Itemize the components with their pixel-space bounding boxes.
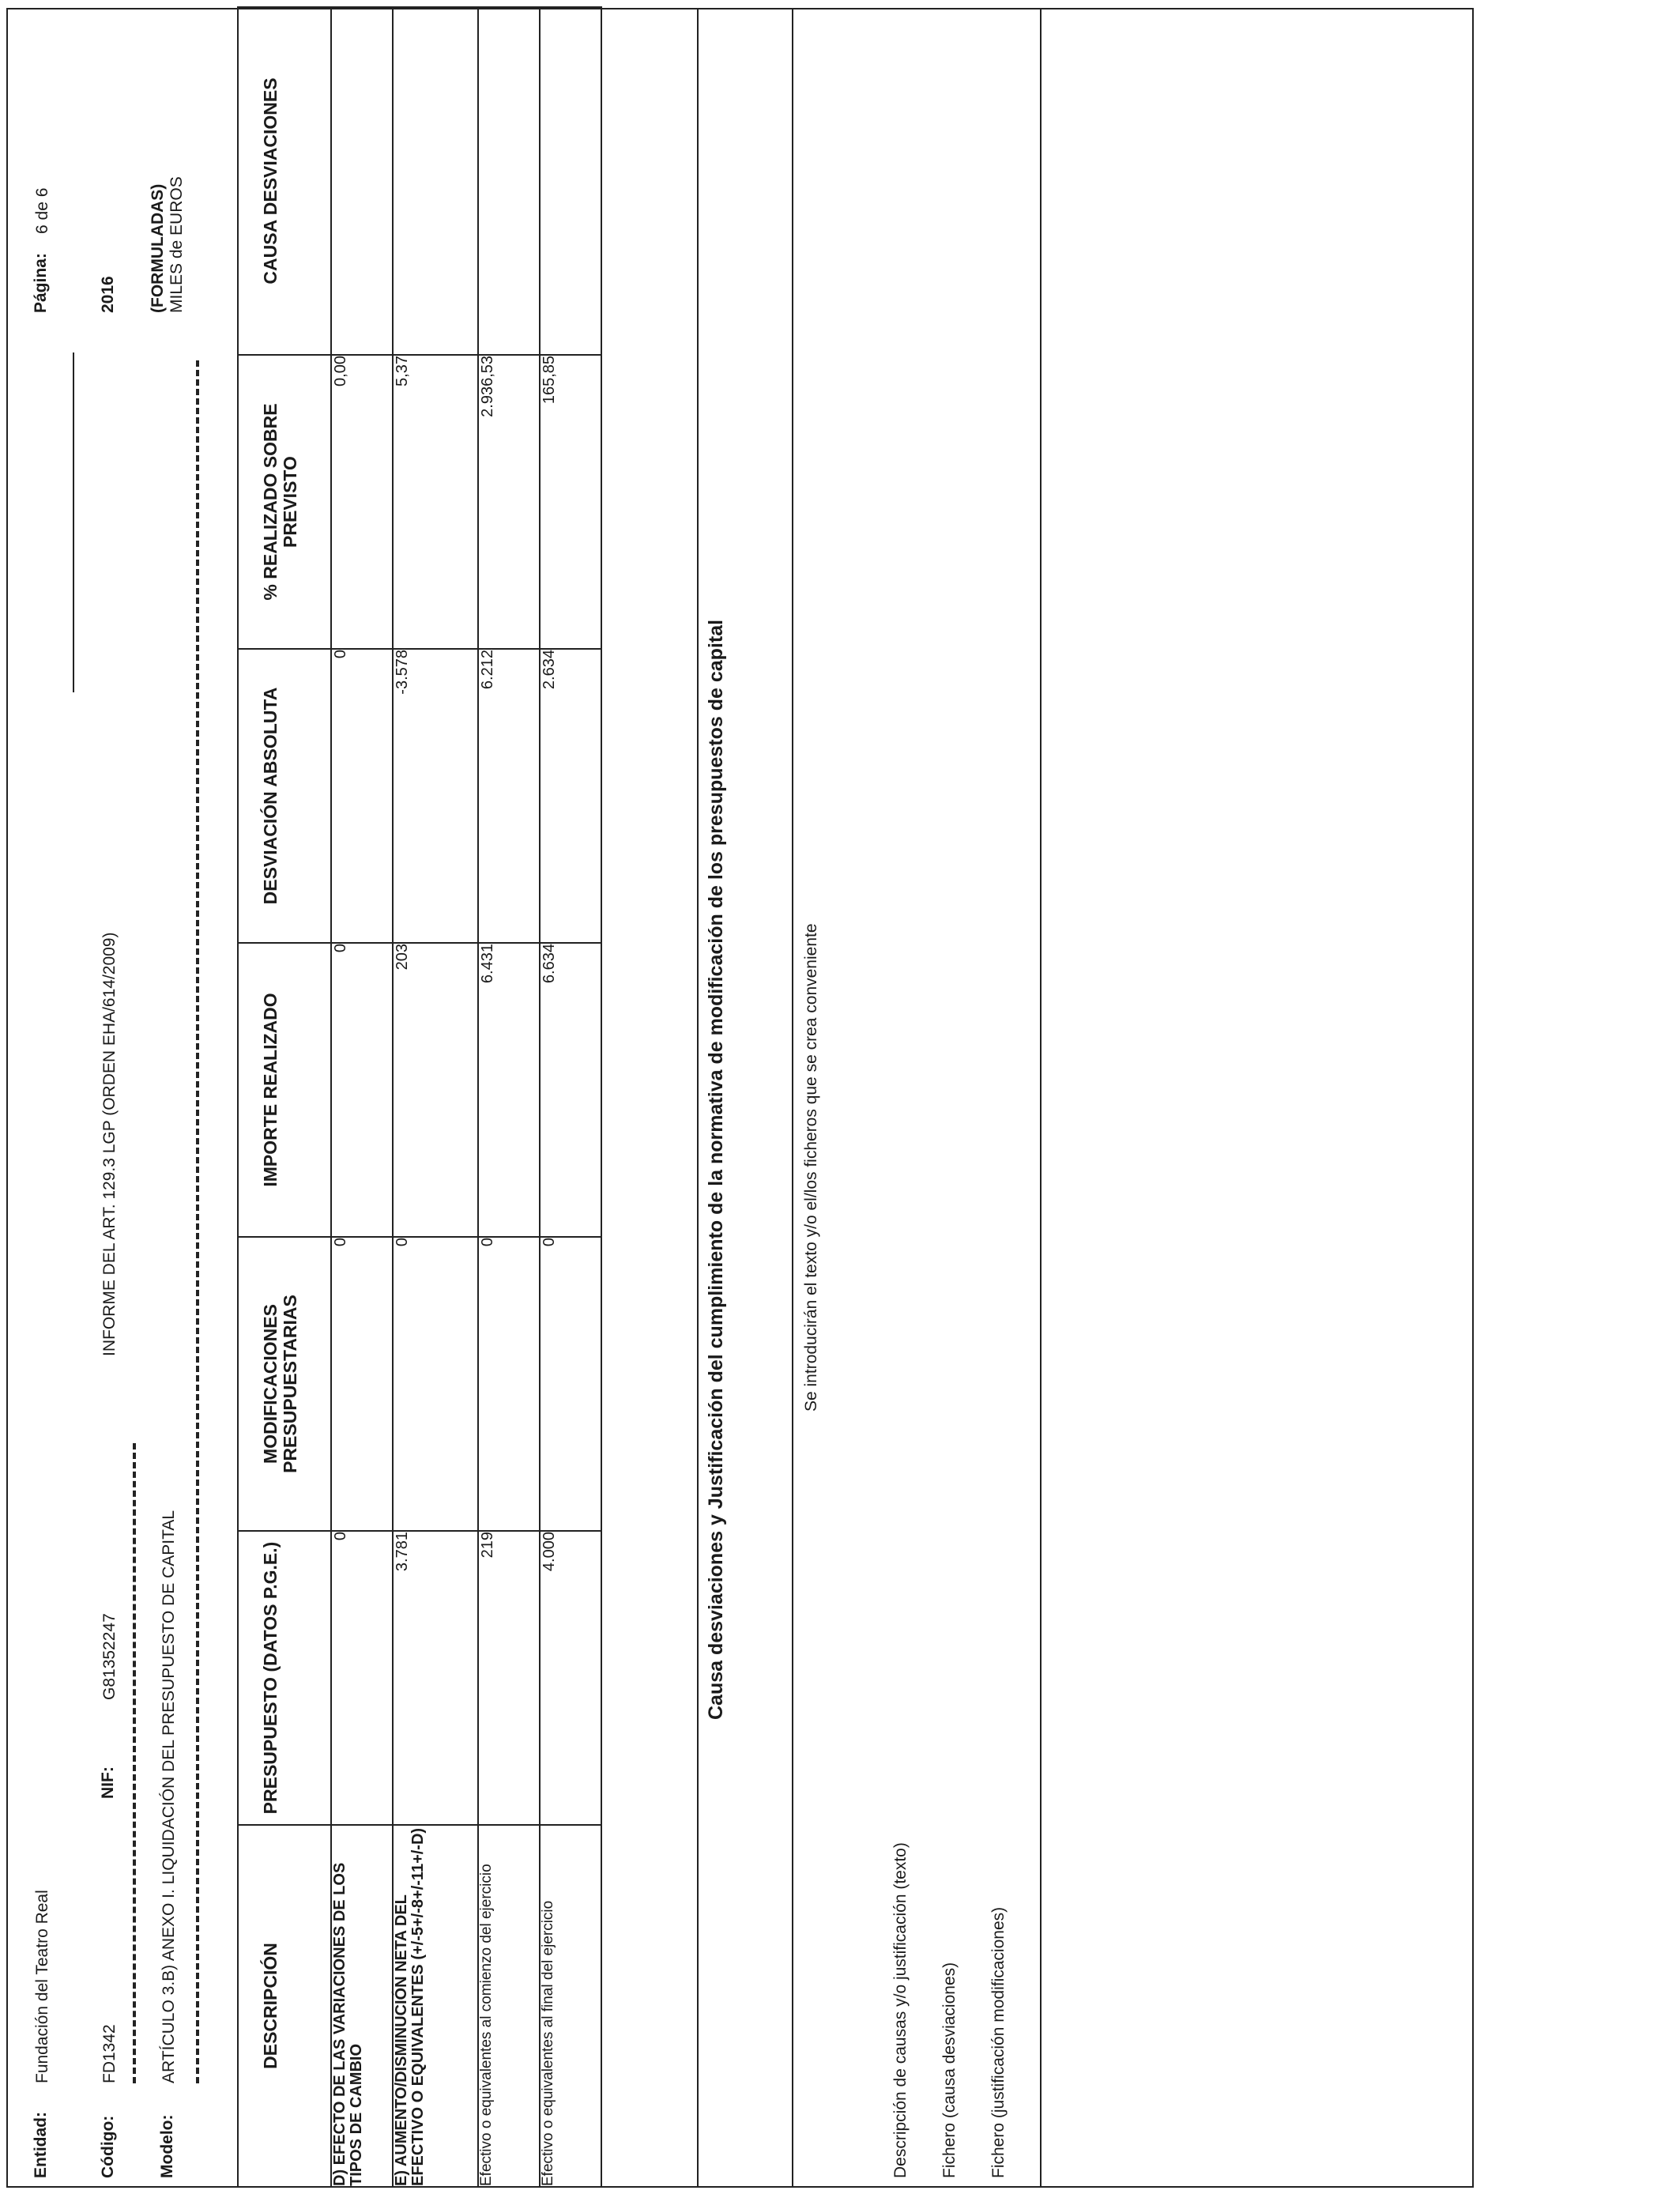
row-modificaciones: 0 [478,1237,540,1531]
row-causa [540,7,601,355]
section-rule-2 [792,8,793,2188]
row-desc: Efectivo o equivalentes al comienzo del ejercicio [478,1825,540,2187]
units-label: MILES de EUROS [168,176,186,313]
col-header-descripcion: DESCRIPCIÓN [238,1825,331,2187]
row-importe: 203 [393,943,478,1237]
table-row [393,7,478,2187]
row-presupuesto: 3.781 [393,1531,478,1825]
row-presupuesto: 219 [478,1531,540,1825]
codigo-label: Código: [99,2115,117,2178]
col-header-porcentaje: % REALIZADO SOBRE PREVISTO [238,355,331,649]
col-header-desviacion: DESVIACIÓN ABSOLUTA [238,649,331,943]
row-porcentaje: 2.936,53 [478,355,540,649]
nif-label: NIF: [99,1766,117,1799]
row-porcentaje: 0,00 [331,355,393,649]
row-modificaciones: 0 [393,1237,478,1531]
row-desc: D) EFECTO DE LAS VARIACIONES DE LOS TIPOS DE CAMBIO [331,1825,393,2187]
table-row [331,7,393,2187]
row-presupuesto: 4.000 [540,1531,601,1825]
col-header-importe: IMPORTE REALIZADO [238,943,331,1237]
row-presupuesto: 0 [331,1531,393,1825]
section-rule-1 [697,8,699,2188]
label-descripcion-causas: Descripción de causas y/o justificación (texto) [891,1842,910,2178]
row-desc: Efectivo o equivalentes al final del ejercicio [540,1825,601,2187]
col-header-modificaciones: MODIFICACIONES PRESUPUESTARIAS [238,1237,331,1531]
year-value: 2016 [99,276,117,313]
capital-budget-table [237,6,602,2188]
row-causa [331,7,393,355]
row-desviacion: 2.634 [540,649,601,943]
pagina-label: Página: [32,253,50,313]
modelo-label: Modelo: [158,2114,176,2178]
modelo-value: ARTÍCULO 3.B) ANEXO I. LIQUIDACIÓN DEL PRESUPUESTO DE CAPITAL [160,1510,178,2083]
row-causa [478,7,540,355]
codigo-value: FD1342 [100,2024,119,2083]
col-header-presupuesto: PRESUPUESTO (DATOS P.G.E.) [238,1531,331,1825]
label-fichero-causa: Fichero (causa desviaciones) [940,1962,959,2178]
row-desviacion: 0 [331,649,393,943]
informe-title: INFORME DEL ART. 129.3 LGP (ORDEN EHA/614/2009) [100,932,119,1356]
entidad-label: Entidad: [32,2112,50,2178]
col-header-causa: CAUSA DESVIACIONES [238,7,331,355]
table-row [478,7,540,2187]
page-frame [6,8,1474,2188]
nif-value: G81352247 [100,1613,119,1700]
entidad-value: Fundación del Teatro Real [33,1890,51,2083]
row-importe: 0 [331,943,393,1237]
label-fichero-justificacion: Fichero (justificación modificaciones) [989,1906,1008,2178]
section-rule-3 [1040,8,1042,2188]
pagina-value: 6 de 6 [33,187,51,234]
section-title: Causa desviaciones y Justificación del cumplimiento de la normativa de modificación de los presupuestos de capital [705,619,727,1720]
row-importe: 6.431 [478,943,540,1237]
table-header-row [238,7,331,2187]
table-row [540,7,601,2187]
codigo-dashed-line [133,1443,136,2083]
row-porcentaje: 5,37 [393,355,478,649]
formuladas-label: (FORMULADAS) [149,183,167,313]
row-modificaciones: 0 [540,1237,601,1531]
section-note: Se introducirán el texto y/o el/los ficheros que se crea conveniente [802,923,820,1412]
header-signature-line [73,352,74,692]
row-desc: E) AUMENTO/DISMINUCIÓN NETA DEL EFECTIVO O EQUIVALENTES (+/-5+/-8+/-11+/-D) [393,1825,478,2187]
row-desviacion: 6.212 [478,649,540,943]
row-porcentaje: 165,85 [540,355,601,649]
row-causa [393,7,478,355]
row-modificaciones: 0 [331,1237,393,1531]
row-desviacion: -3.578 [393,649,478,943]
modelo-dashed-line [196,360,199,2083]
row-importe: 6.634 [540,943,601,1237]
